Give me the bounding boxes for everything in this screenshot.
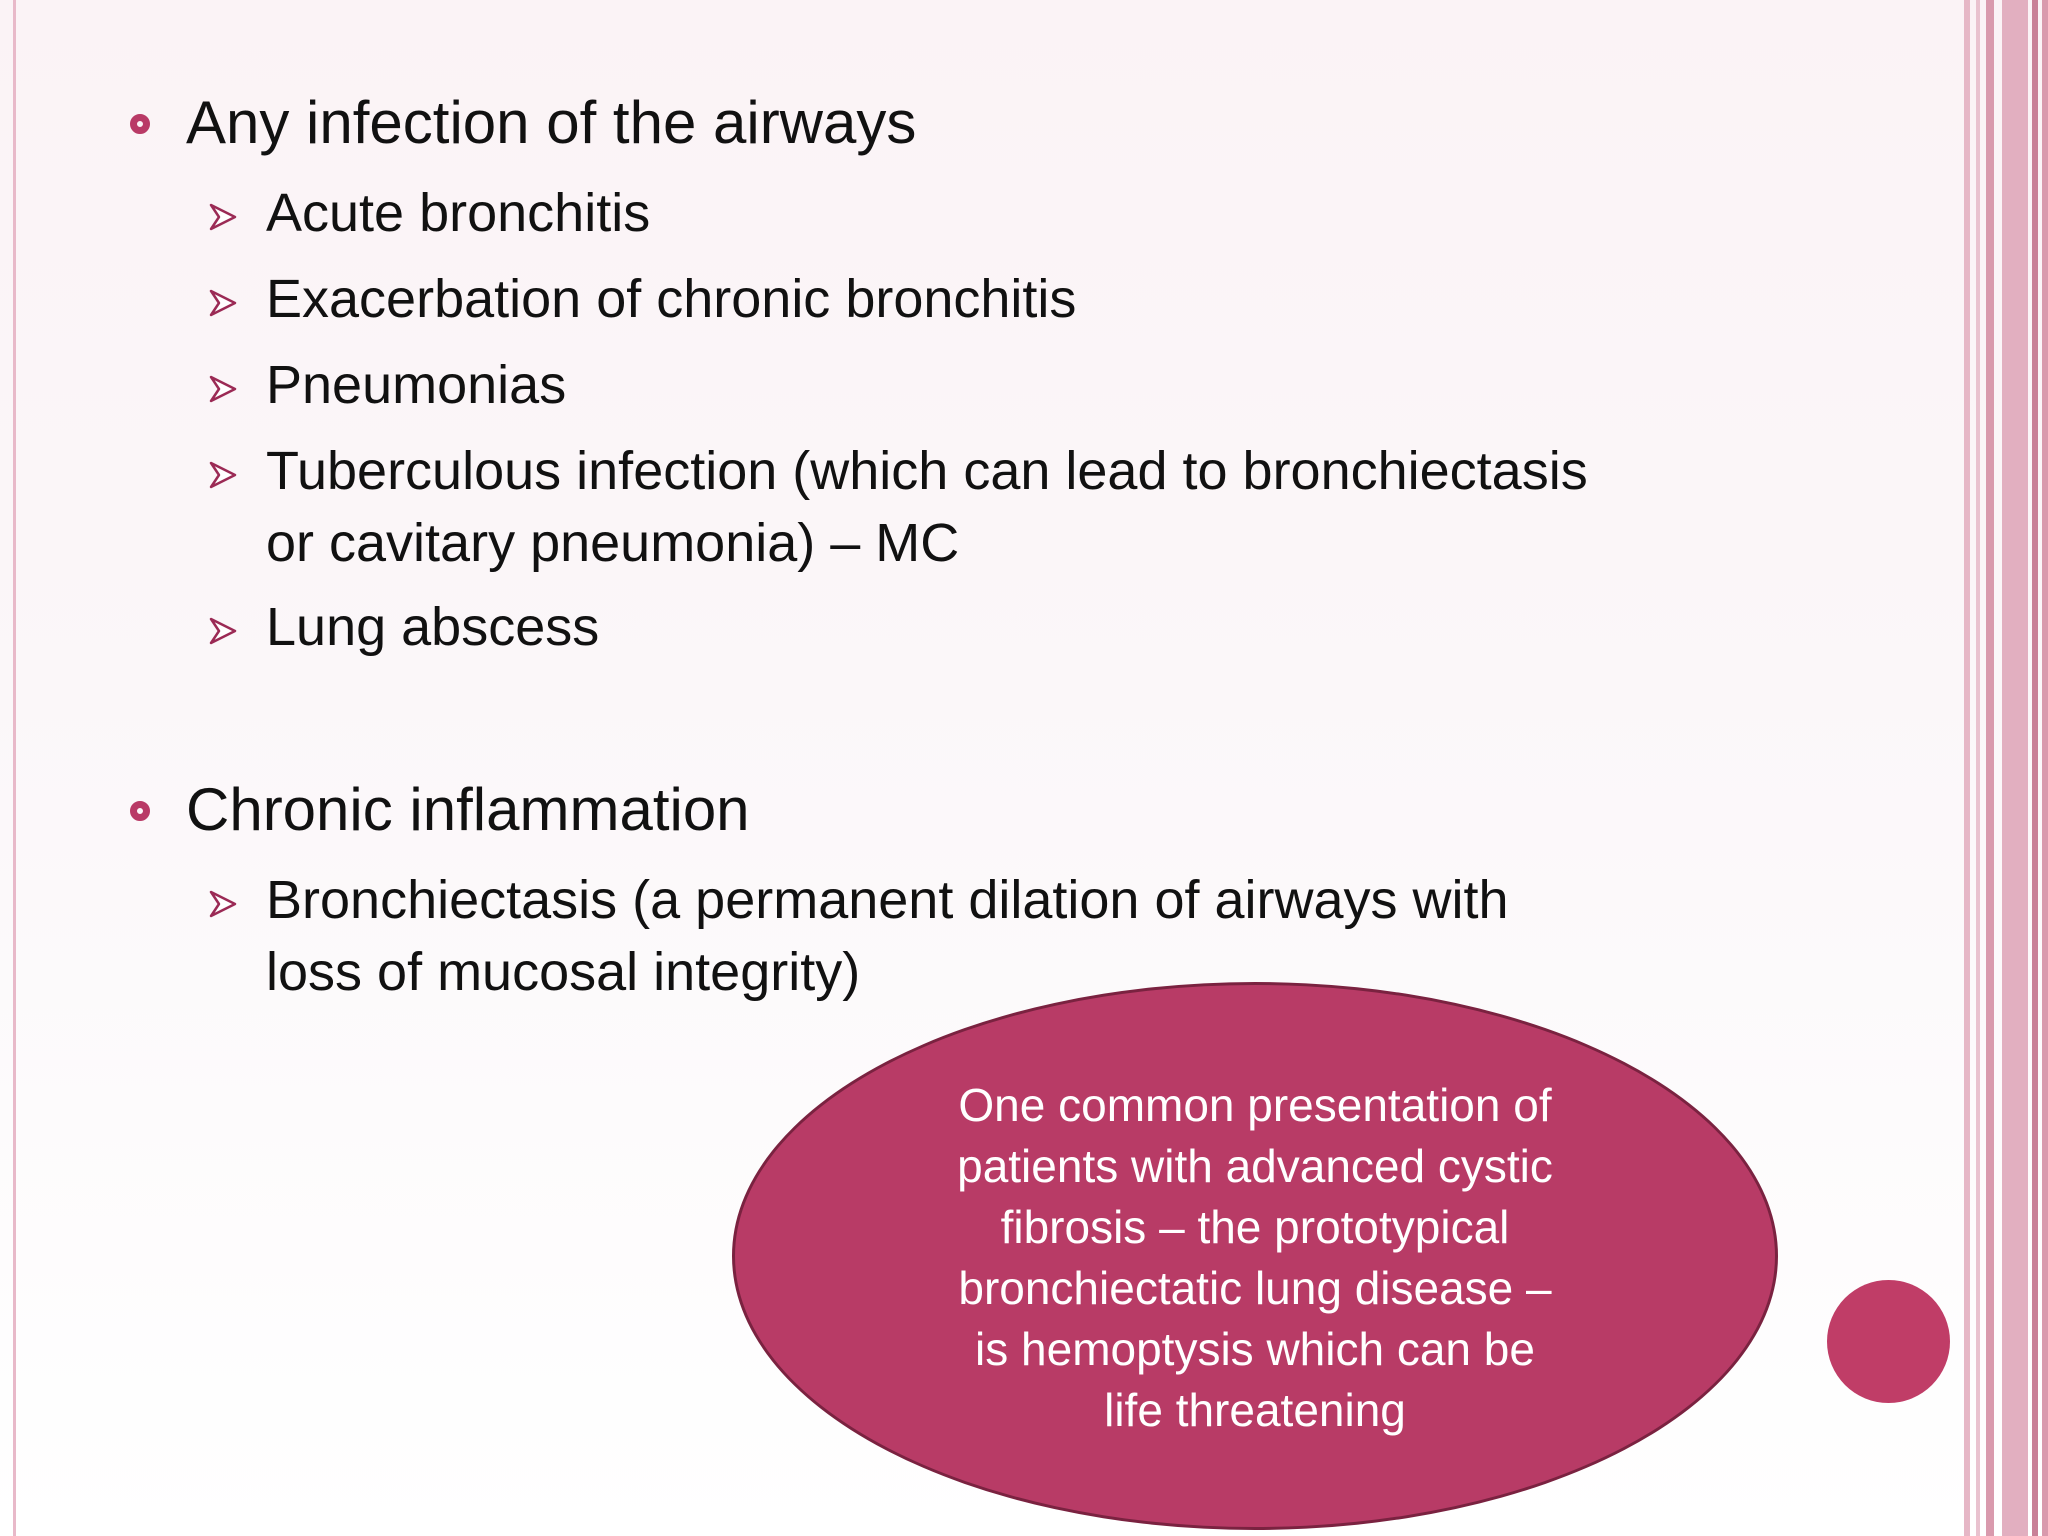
arrowhead-icon: [208, 460, 238, 490]
sub-bullet-bronchiectasis-line-2: loss of mucosal integrity): [266, 942, 861, 1002]
arrowhead-icon: [208, 889, 238, 919]
callout-line: bronchiectatic lung disease –: [958, 1262, 1552, 1314]
bullet-chronic-inflammation: Chronic inflammation: [186, 776, 750, 843]
arrowhead-icon: [208, 616, 238, 646]
callout-line: One common presentation of: [958, 1079, 1552, 1131]
sub-bullet-bronchiectasis-line-1: Bronchiectasis (a permanent dilation of airways with: [266, 870, 1509, 930]
callout-line: life threatening: [1104, 1384, 1406, 1436]
arrowhead-icon: [208, 374, 238, 404]
arrowhead-icon: [208, 288, 238, 318]
sub-bullet-tuberculous-line-1: Tuberculous infection (which can lead to bronchiectasis: [266, 441, 1588, 501]
sub-bullet-lung-abscess: Lung abscess: [266, 597, 600, 657]
callout-line: patients with advanced cystic: [957, 1140, 1553, 1192]
bullet-circle-icon: [130, 801, 150, 821]
bullet-circle-icon: [130, 114, 150, 134]
callout-line: fibrosis – the prototypical: [1000, 1201, 1510, 1253]
sub-bullet-pneumonias: Pneumonias: [266, 355, 567, 415]
bullet-any-infection: Any infection of the airways: [186, 89, 917, 156]
arrowhead-icon: [208, 202, 238, 232]
sub-bullet-tuberculous-line-2: or cavitary pneumonia) – MC: [266, 513, 960, 573]
callout-line: is hemoptysis which can be: [975, 1323, 1535, 1375]
right-decorative-stripes: [1964, 0, 2048, 1536]
sub-bullet-exacerbation: Exacerbation of chronic bronchitis: [266, 269, 1077, 329]
sub-bullet-acute-bronchitis: Acute bronchitis: [266, 183, 651, 243]
callout-text: [880, 1075, 1630, 1441]
decorative-circle: [1827, 1280, 1950, 1403]
left-border-line: [13, 0, 16, 1536]
